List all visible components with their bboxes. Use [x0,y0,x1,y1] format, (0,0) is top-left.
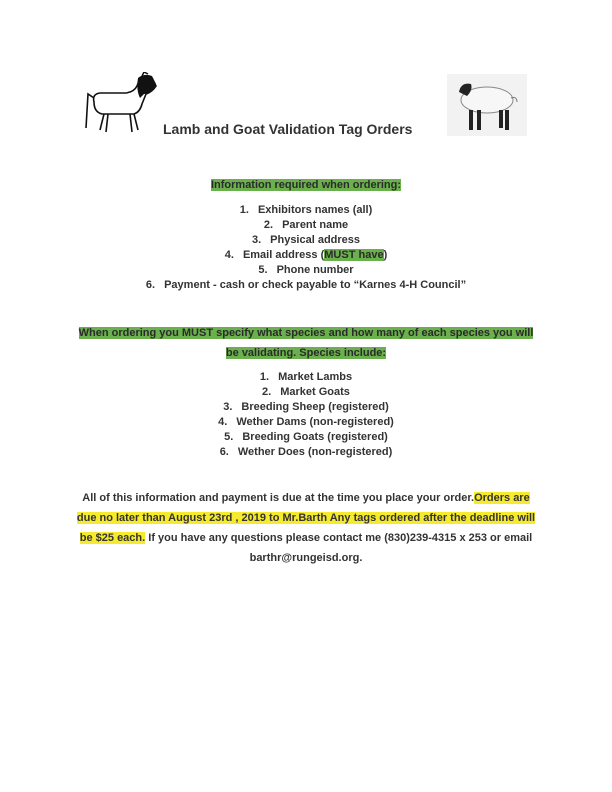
contact-email: barthr@rungeisd.org. [249,552,363,564]
list-item: 3. Breeding Sheep (registered) [223,401,389,413]
list-item: 6. Payment - cash or check payable to “Karnes 4-H Council” [145,279,467,291]
must-have-highlight: MUST have [324,249,384,261]
section2-heading-wrap [0,323,612,363]
section2-heading-line2: be validating. Species include: [225,347,387,359]
list-item: 1. Market Lambs [259,371,353,383]
deadline-highlight-3: be $25 each. [79,532,146,544]
goat-illustration [82,72,162,136]
list-item: 2. Parent name [263,219,349,231]
section1-heading-wrap [0,178,612,193]
section2-heading-line1: When ordering you MUST specify what species and how many of each species you will [78,327,534,339]
deadline-highlight-2: due no later than August 23rd , 2019 to Mr.Barth Any tags ordered after the deadline will [76,512,536,524]
list-item: 5. Breeding Goats (registered) [224,431,388,443]
required-info-list [0,203,612,293]
list-item: 4. Wether Dams (non-registered) [218,416,394,428]
lamb-illustration [447,74,527,136]
list-item: 3. Physical address [251,234,361,246]
payment-deadline-paragraph: All of this information and payment is due at the time you place your order.Orders are due no later than August 23rd , 2019 to Mr.Barth Any tags ordered after the deadline will be $25 each. If you have any questions please contact me (830)239-4315 x 253 or email barthr@rungeisd.org. [76,492,536,564]
section1-heading: Information required when ordering: [210,179,402,191]
list-item: 6. Wether Does (non-registered) [219,446,393,458]
species-list [0,370,612,460]
deadline-highlight-1: Orders are [474,492,530,504]
list-item: 2. Market Goats [262,386,350,398]
list-item: 1. Exhibitors names (all) [239,204,373,216]
page-title: Lamb and Goat Validation Tag Orders [163,121,413,137]
list-item: 5. Phone number [258,264,354,276]
list-item: 4. Email address (MUST have) [224,249,388,261]
